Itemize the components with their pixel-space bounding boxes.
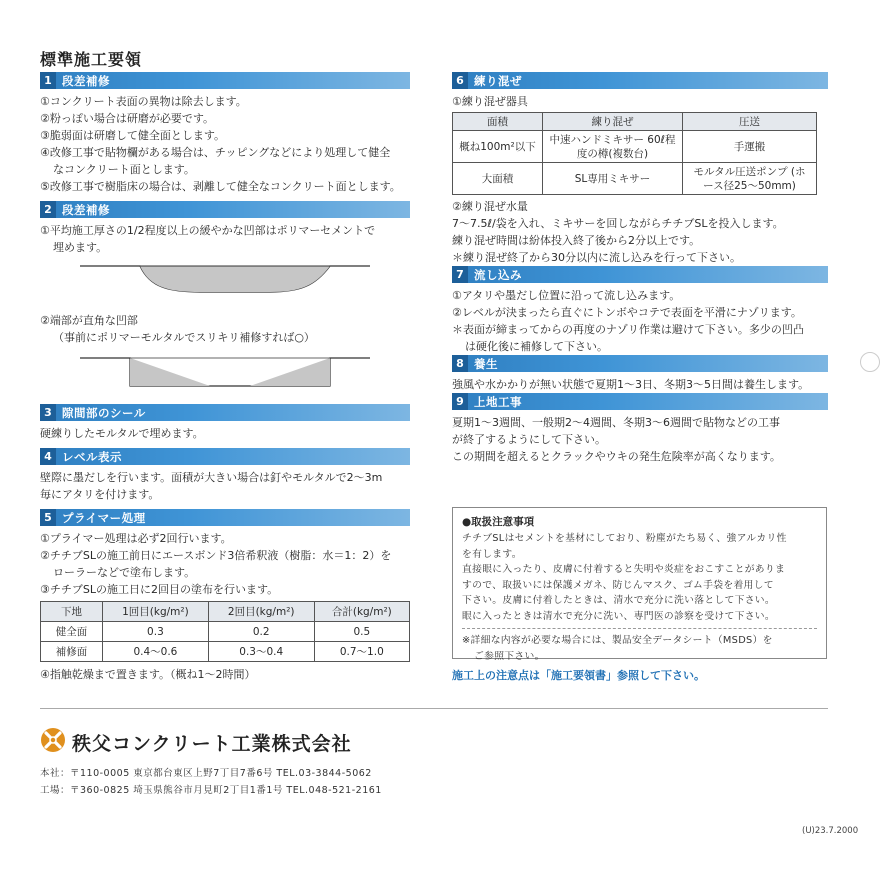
table-row xyxy=(41,642,410,662)
table-cell: 健全面 xyxy=(41,622,103,642)
table-cell: 補修面 xyxy=(41,642,103,662)
s9-line: 夏期1〜3週間、一般期2〜4週間、冬期3〜6週間で貼物などの工事 xyxy=(452,416,780,429)
s9-line: が終了するようにして下さい。 xyxy=(452,433,606,446)
table-header: 面積 xyxy=(453,113,543,131)
section-6-header xyxy=(452,72,828,89)
s6-subheading: ①練り混ぜ器具 xyxy=(452,95,528,108)
notice-line: チチブSLはセメントを基材にしており、粉塵がたち易く、強アルカリ性 xyxy=(462,533,787,544)
section-number: 1 xyxy=(40,72,56,89)
s1-line: ④改修工事で貼物欄がある場合は、チッピングなどにより処理して健全 xyxy=(40,146,391,159)
table-cell: 大面積 xyxy=(453,163,543,195)
s1-line: なコンクリート面とします。 xyxy=(53,163,195,176)
s5-line: ③チチブSLの施工日に2回目の塗布を行います。 xyxy=(40,583,279,596)
section-label: 隙間部のシール xyxy=(62,405,146,420)
table-cell: 0.4〜0.6 xyxy=(103,642,209,662)
s5-line: ローラーなどで塗布します。 xyxy=(53,566,196,579)
section-number: 5 xyxy=(40,509,56,526)
table-cell: 0.2 xyxy=(208,622,314,642)
s5-line: ④指触乾燥まで置きます。（概ね1〜2時間） xyxy=(40,668,256,681)
section-label: レベル表示 xyxy=(62,449,122,464)
table-cell: 0.7〜1.0 xyxy=(314,642,409,662)
s6-line: 練り混ぜ時間は紛体投入終了後から2分以上です。 xyxy=(452,234,701,247)
section-label: 上地工事 xyxy=(474,394,522,409)
reference-note: 施工上の注意点は「施工要領書」参照して下さい。 xyxy=(452,669,705,682)
notice-line: すので、取扱いには保護メガネ、防じんマスク、ゴム手袋を着用して xyxy=(462,579,774,591)
s1-line: ②粉っぽい場合は研磨が必要です。 xyxy=(40,112,214,125)
s1-line: ③脆弱面は研磨して健全面とします。 xyxy=(40,129,225,142)
section-7-header xyxy=(452,266,828,283)
section-9-header xyxy=(452,393,828,410)
notice-footnote: ※詳細な内容が必要な場合には、製品安全データシート（MSDS）を xyxy=(462,635,773,646)
section-number: 8 xyxy=(452,355,468,372)
notice-heading: ●取扱注意事項 xyxy=(462,516,535,528)
s1-line: ①コンクリート表面の異物は除去します。 xyxy=(40,95,247,108)
s2-line: ①平均施工厚さの1/2程度以上の緩やかな凹部はポリマーセメントで xyxy=(40,224,376,237)
table-cell: 0.3〜0.4 xyxy=(208,642,314,662)
section-8-header xyxy=(452,355,828,372)
s3-line: 硬練りしたモルタルで埋めます。 xyxy=(40,427,204,440)
divider xyxy=(462,628,817,629)
section-5-header xyxy=(40,509,410,526)
company-block xyxy=(40,727,352,757)
factory-address: 工場：〒360-0825 埼玉県熊谷市月見町2丁目1番1号 TEL.048-521-2161 xyxy=(40,785,382,796)
table-cell: 0.5 xyxy=(314,622,409,642)
notice-footnote: ご参照下さい。 xyxy=(474,650,545,662)
section-label: 養生 xyxy=(474,356,498,371)
table-cell: 中速ハンドミキサー 60ℓ程度の樽(複数台) xyxy=(543,131,683,163)
s6-subheading: ②練り混ぜ水量 xyxy=(452,200,528,213)
s7-line: ①アタリや墨だし位置に沿って流し込みます。 xyxy=(452,289,681,302)
table-header: 下地 xyxy=(41,602,103,622)
section-number: 3 xyxy=(40,404,56,421)
section-label: 段差補修 xyxy=(62,202,110,217)
table-cell: 概ね100m²以下 xyxy=(453,131,543,163)
section-label: 段差補修 xyxy=(62,73,110,88)
section-number: 4 xyxy=(40,448,56,465)
s5-line: ①プライマー処理は必ず2回行います。 xyxy=(40,532,232,545)
table-row xyxy=(41,622,410,642)
mix-table xyxy=(452,112,817,195)
section-number: 9 xyxy=(452,393,468,410)
table-cell: 0.3 xyxy=(103,622,209,642)
right-column xyxy=(452,72,828,465)
section-label: 練り混ぜ xyxy=(474,73,522,88)
table-cell: SL専用ミキサー xyxy=(543,163,683,195)
table-cell: モルタル圧送ポンプ (ホース径25〜50mm) xyxy=(683,163,817,195)
s8-line: 強風や水かかりが無い状態で夏期1〜3日、冬期3〜5日間は養生します。 xyxy=(452,378,810,391)
handling-notice-box xyxy=(452,507,827,662)
s7-line: ＊表面が締まってからの再度のナゾリ作業は避けて下さい。多少の凹凸 xyxy=(452,323,804,336)
s5-line: ②チチブSLの施工前日にエースボンド3倍希釈液（樹脂：水＝1：2）を xyxy=(40,549,392,562)
s6-line: 7〜7.5ℓ/袋を入れ、ミキサーを回しながらチチブSLを投入します。 xyxy=(452,217,784,230)
hq-address: 本社：〒110-0005 東京都台東区上野7丁目7番6号 TEL.03-3844-5062 xyxy=(40,768,372,779)
notice-line: 直接眼に入ったり、皮膚に付着すると失明や炎症をおこすことがありま xyxy=(462,564,786,575)
page-marker-icon xyxy=(860,352,880,372)
company-logo-icon xyxy=(40,727,66,757)
notice-line: 眼に入ったときは清水で充分に洗い、専門医の診察を受けて下さい。 xyxy=(462,610,776,622)
s7-line: ②レベルが決まったら直ぐにトンボやコテで表面を平滑にナゾリます。 xyxy=(452,306,802,319)
s2-line: 埋めます。 xyxy=(53,241,108,254)
section-label: プライマー処理 xyxy=(62,510,146,525)
section-3-header xyxy=(40,404,410,421)
right-angle-recess-diagram xyxy=(40,346,410,404)
company-name: 秩父コンクリート工業株式会社 xyxy=(72,732,352,755)
table-header: 圧送 xyxy=(683,113,817,131)
section-1-header xyxy=(40,72,410,89)
table-row xyxy=(453,163,817,195)
section-number: 7 xyxy=(452,266,468,283)
left-column xyxy=(40,72,410,683)
page-title: 標準施工要領 xyxy=(40,50,143,69)
section-number: 2 xyxy=(40,201,56,218)
s7-line: は硬化後に補修して下さい。 xyxy=(465,340,608,353)
s2-line: （事前にポリマーモルタルでスリキリ補修すれば○） xyxy=(53,331,315,344)
table-header: 2回目(kg/m²) xyxy=(208,602,314,622)
table-header: 合計(kg/m²) xyxy=(314,602,409,622)
notice-line: 下さい。皮膚に付着したときは、清水で充分に洗い落として下さい。 xyxy=(462,595,776,606)
primer-table xyxy=(40,601,410,662)
gentle-recess-diagram xyxy=(40,256,410,312)
s9-line: この期間を超えるとクラックやウキの発生危険率が高くなります。 xyxy=(452,450,781,463)
table-header: 1回目(kg/m²) xyxy=(103,602,209,622)
document-code: (U)23.7.2000 xyxy=(802,826,859,836)
section-4-header xyxy=(40,448,410,465)
divider xyxy=(40,708,828,709)
s4-line: 壁際に墨だしを行います。面積が大きい場合は釘やモルタルで2〜3m xyxy=(40,471,383,484)
table-cell: 手運搬 xyxy=(683,131,817,163)
s4-line: 毎にアタリを付けます。 xyxy=(40,488,160,501)
s6-line: ＊練り混ぜ終了から30分以内に流し込みを行って下さい。 xyxy=(452,251,741,264)
notice-line: を有します。 xyxy=(462,548,522,560)
table-header: 練り混ぜ xyxy=(543,113,683,131)
section-2-header xyxy=(40,201,410,218)
section-number: 6 xyxy=(452,72,468,89)
s1-line: ⑤改修工事で樹脂床の場合は、剥離して健全なコンクリート面とします。 xyxy=(40,180,401,193)
table-row xyxy=(453,131,817,163)
section-label: 流し込み xyxy=(474,267,522,282)
s2-line: ②端部が直角な凹部 xyxy=(40,314,138,327)
